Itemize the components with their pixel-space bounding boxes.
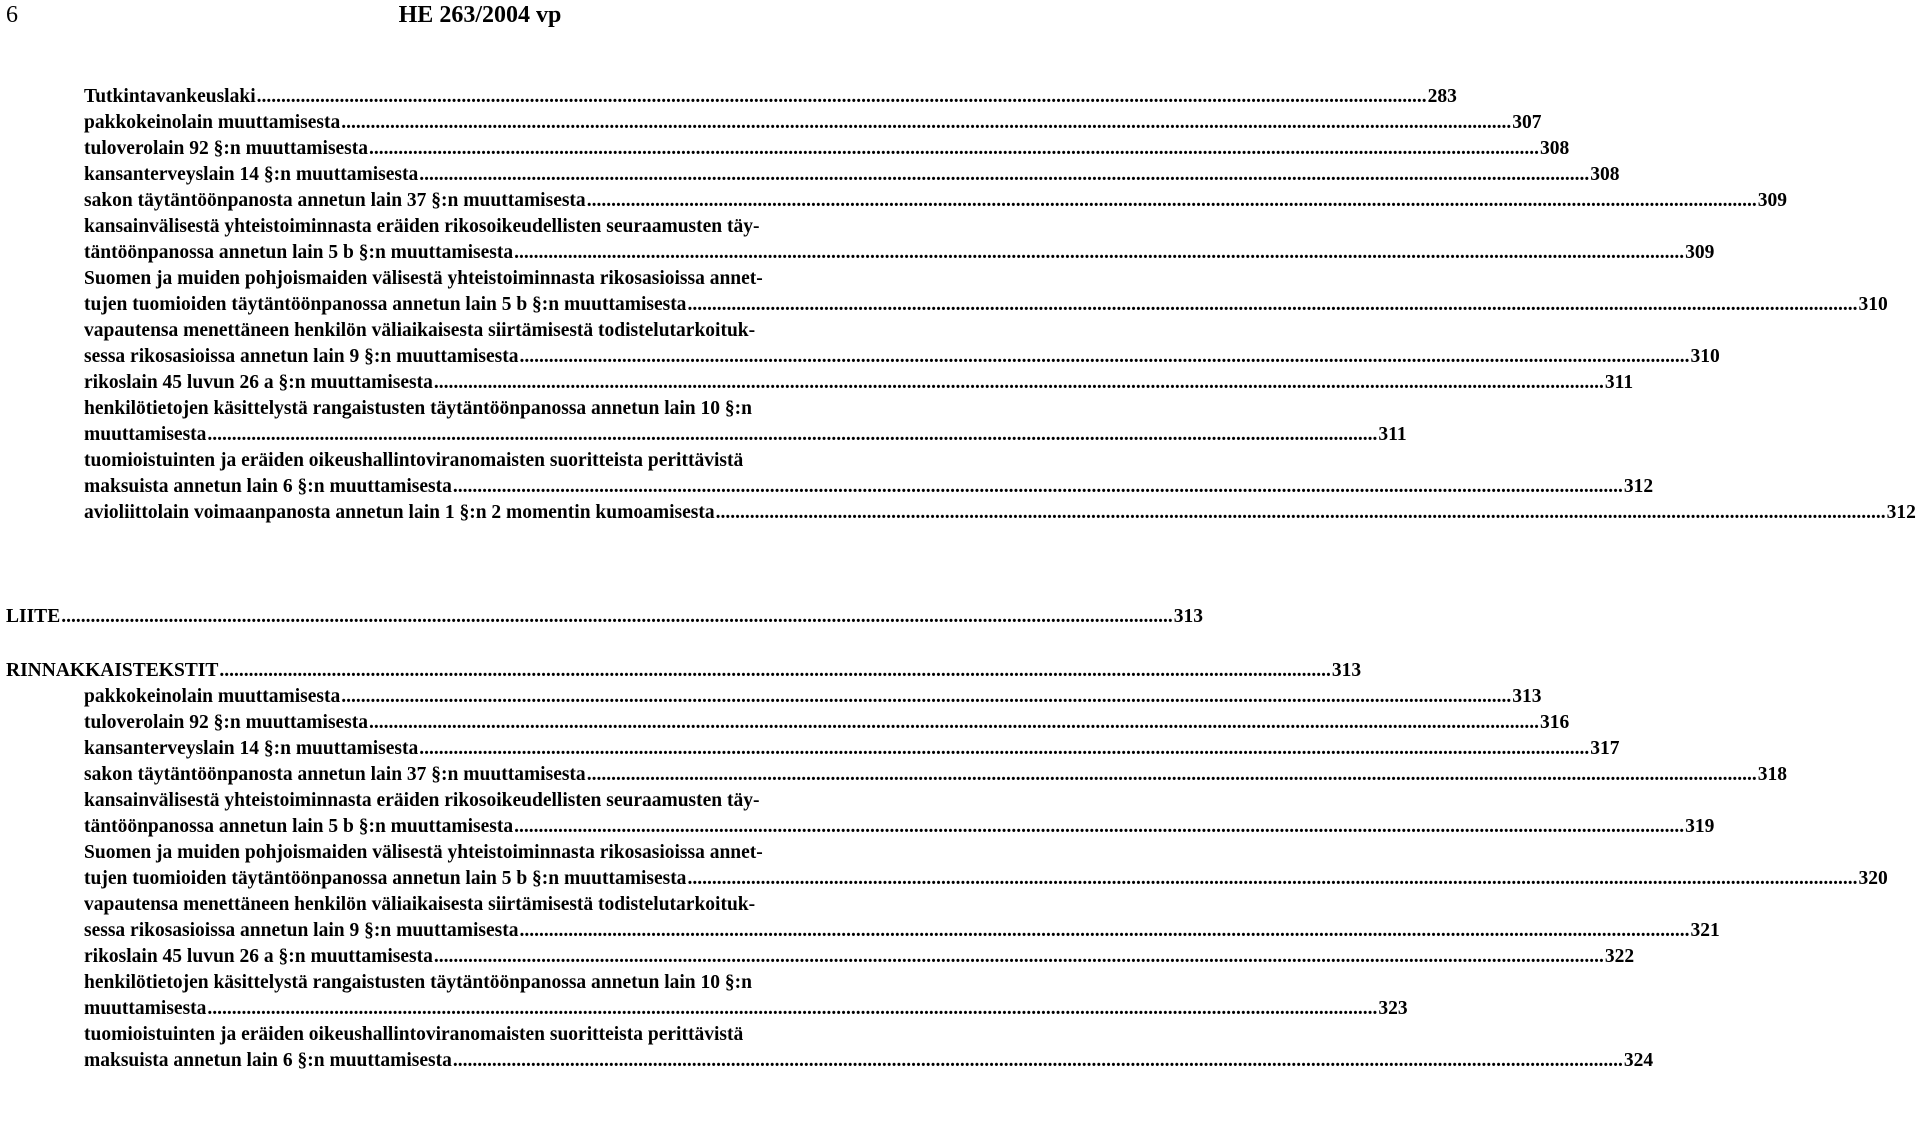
- toc-entry-page: 323: [1378, 998, 1408, 1019]
- dot-leader: ................................................................................................................................................................................................................................................: [207, 998, 1378, 1019]
- toc-entry-page: 309: [1685, 242, 1715, 263]
- dot-leader: ................................................................................................................................................................................................................................................: [715, 502, 1886, 523]
- toc-entry[interactable]: [0, 944, 1635, 970]
- toc-entry-title: avioliittolain voimaanpanosta annetun lain 1 §:n 2 momentin kumoamisesta: [84, 502, 715, 523]
- toc-entry[interactable]: [0, 500, 1916, 526]
- toc-entry-page: 310: [1858, 294, 1888, 315]
- toc-entry[interactable]: [0, 736, 1620, 762]
- toc-entry-title: maksuista annetun lain 6 §:n muuttamisesta: [84, 1050, 452, 1071]
- toc-entry-page: 319: [1685, 816, 1715, 837]
- toc-entry-page: 313: [1331, 660, 1362, 681]
- toc-entry-title: tuloverolain 92 §:n muuttamisesta: [84, 712, 369, 733]
- toc-entry-title-line: Suomen ja muiden pohjoismaiden välisestä yhteistoiminnasta rikosasioissa annet-: [84, 268, 763, 289]
- dot-leader: ................................................................................................................................................................................................................................................: [519, 920, 1690, 941]
- dot-leader: ................................................................................................................................................................................................................................................: [207, 424, 1378, 445]
- dot-leader: ................................................................................................................................................................................................................................................: [369, 138, 1540, 159]
- dot-leader: ................................................................................................................................................................................................................................................: [341, 686, 1512, 707]
- toc-entry-title-line: kansainvälisestä yhteistoiminnasta eräiden rikosoikeudellisten seuraamusten täy-: [84, 790, 760, 811]
- toc-entry[interactable]: [0, 266, 1888, 318]
- toc-entry-title: Tutkintavankeuslaki: [84, 86, 256, 107]
- toc-entry-title: sakon täytäntöönpanosta annetun lain 37 §:n muuttamisesta: [84, 190, 586, 211]
- toc-entry-page: 308: [1540, 138, 1570, 159]
- toc-entry-title-line: kansainvälisestä yhteistoiminnasta eräiden rikosoikeudellisten seuraamusten täy-: [84, 216, 760, 237]
- toc-entry-page: 317: [1590, 738, 1620, 759]
- dot-leader: ................................................................................................................................................................................................................................................: [419, 738, 1590, 759]
- toc-entry-page: 310: [1690, 346, 1720, 367]
- toc-entry-page: 283: [1427, 86, 1457, 107]
- toc-entry-page: 311: [1604, 372, 1634, 393]
- toc-entry[interactable]: [0, 188, 1787, 214]
- toc-entry-title: maksuista annetun lain 6 §:n muuttamisesta: [84, 476, 452, 497]
- toc-entry-title: RINNAKKAISTEKSTIT: [6, 660, 219, 681]
- toc-entry-page: 312: [1886, 502, 1916, 523]
- toc-entry-title: tujen tuomioiden täytäntöönpanossa annetun lain 5 b §:n muuttamisesta: [84, 868, 687, 889]
- toc-entry-page: 322: [1604, 946, 1635, 967]
- dot-leader: ................................................................................................................................................................................................................................................: [341, 112, 1512, 133]
- toc-entry[interactable]: [0, 396, 1407, 448]
- toc-entry-title: rikoslain 45 luvun 26 a §:n muuttamisesta: [84, 372, 433, 393]
- toc-entry-page: 320: [1858, 868, 1888, 889]
- toc-entry-page: 318: [1757, 764, 1787, 785]
- toc-entry-page: 313: [1173, 606, 1203, 627]
- toc-entry[interactable]: [0, 214, 1715, 266]
- toc-entry-title-line: Suomen ja muiden pohjoismaiden välisestä yhteistoiminnasta rikosasioissa annet-: [84, 842, 763, 863]
- toc-entry-title-line: henkilötietojen käsittelystä rangaistusten täytäntöönpanossa annetun lain 10 §:n: [84, 398, 752, 419]
- toc-entry[interactable]: [0, 788, 1715, 840]
- toc-entry[interactable]: [0, 448, 1654, 500]
- toc-section-rinnakkaistekstit: [0, 658, 1888, 1074]
- toc-section-laws: [0, 84, 1916, 526]
- toc-entry[interactable]: [0, 318, 1720, 370]
- dot-leader: ................................................................................................................................................................................................................................................: [452, 1050, 1623, 1071]
- toc-entry-title: tujen tuomioiden täytäntöönpanossa annetun lain 5 b §:n muuttamisesta: [84, 294, 687, 315]
- toc-entry[interactable]: [0, 162, 1620, 188]
- toc-entry-page: 308: [1590, 164, 1620, 185]
- dot-leader: ................................................................................................................................................................................................................................................: [433, 946, 1604, 967]
- dot-leader: ................................................................................................................................................................................................................................................: [514, 242, 1685, 263]
- toc-entry-title: täntöönpanossa annetun lain 5 b §:n muuttamisesta: [84, 816, 514, 837]
- toc-entry[interactable]: [0, 840, 1888, 892]
- toc-entry-title: sessa rikosasioissa annetun lain 9 §:n muuttamisesta: [84, 346, 519, 367]
- toc-entry-title: muuttamisesta: [84, 998, 207, 1019]
- toc-entry[interactable]: [0, 84, 1457, 110]
- toc-entry-page: 321: [1690, 920, 1720, 941]
- toc-entry-title-line: henkilötietojen käsittelystä rangaistusten täytäntöönpanossa annetun lain 10 §:n: [84, 972, 752, 993]
- toc-entry[interactable]: [0, 370, 1634, 396]
- dot-leader: ................................................................................................................................................................................................................................................: [687, 868, 1858, 889]
- toc-entry[interactable]: [0, 892, 1720, 944]
- toc-entry-title: kansanterveyslain 14 §:n muuttamisesta: [84, 164, 419, 185]
- dot-leader: ................................................................................................................................................................................................................................................: [687, 294, 1858, 315]
- document-title: HE 263/2004 vp: [398, 2, 562, 28]
- toc-entry-page: 316: [1540, 712, 1570, 733]
- toc-entry-title-line: vapautensa menettäneen henkilön väliaikaisesta siirtämisestä todistelutarkoituk-: [84, 320, 756, 341]
- dot-leader: ....................................................................................................................................................................................................................................: [219, 660, 1331, 681]
- toc-entry-title: pakkokeinolain muuttamisesta: [84, 112, 341, 133]
- toc-entry-page: 309: [1757, 190, 1787, 211]
- toc-entry-page: 311: [1378, 424, 1407, 445]
- toc-entry-title: sessa rikosasioissa annetun lain 9 §:n muuttamisesta: [84, 920, 519, 941]
- toc-entry[interactable]: [0, 136, 1570, 162]
- toc-entry-liite[interactable]: [0, 604, 1203, 630]
- toc-entry-page: 312: [1623, 476, 1654, 497]
- toc-entry-title: tuloverolain 92 §:n muuttamisesta: [84, 138, 369, 159]
- toc-entry[interactable]: [0, 710, 1570, 736]
- toc-entry-page: 307: [1512, 112, 1542, 133]
- toc-entry-title-line: tuomioistuinten ja eräiden oikeushallintoviranomaisten suoritteista perittävistä: [84, 450, 744, 471]
- toc-entry-page: 324: [1623, 1050, 1654, 1071]
- dot-leader: ................................................................................................................................................................................................................................................: [586, 764, 1757, 785]
- toc-entry[interactable]: [0, 110, 1542, 136]
- toc-entry-title: LIITE: [6, 606, 61, 627]
- dot-leader: ....................................................................................................................................................................................................................................: [61, 606, 1173, 627]
- toc-entry-page: 313: [1512, 686, 1542, 707]
- dot-leader: ................................................................................................................................................................................................................................................: [452, 476, 1623, 497]
- toc-entry[interactable]: [0, 1022, 1654, 1074]
- toc-entry[interactable]: [0, 762, 1787, 788]
- toc-entry-title: pakkokeinolain muuttamisesta: [84, 686, 341, 707]
- dot-leader: ................................................................................................................................................................................................................................................: [586, 190, 1757, 211]
- dot-leader: ................................................................................................................................................................................................................................................: [519, 346, 1690, 367]
- dot-leader: ................................................................................................................................................................................................................................................: [433, 372, 1604, 393]
- toc-entry-rinnakkaistekstit[interactable]: [0, 658, 1362, 684]
- toc-entry[interactable]: [0, 684, 1542, 710]
- toc-entry-title: sakon täytäntöönpanosta annetun lain 37 §:n muuttamisesta: [84, 764, 586, 785]
- dot-leader: ................................................................................................................................................................................................................................................: [419, 164, 1590, 185]
- toc-entry-title: kansanterveyslain 14 §:n muuttamisesta: [84, 738, 419, 759]
- toc-entry-title-line: vapautensa menettäneen henkilön väliaikaisesta siirtämisestä todistelutarkoituk-: [84, 894, 756, 915]
- toc-entry-title: muuttamisesta: [84, 424, 207, 445]
- page-number: 6: [6, 2, 18, 28]
- dot-leader: ................................................................................................................................................................................................................................................: [369, 712, 1540, 733]
- toc-entry[interactable]: [0, 970, 1408, 1022]
- toc-entry-title-line: tuomioistuinten ja eräiden oikeushallintoviranomaisten suoritteista perittävistä: [84, 1024, 744, 1045]
- toc-section-liite: [0, 604, 1203, 630]
- dot-leader: ................................................................................................................................................................................................................................................: [256, 86, 1427, 107]
- dot-leader: ................................................................................................................................................................................................................................................: [514, 816, 1685, 837]
- toc-entry-title: rikoslain 45 luvun 26 a §:n muuttamisesta: [84, 946, 433, 967]
- toc-entry-title: täntöönpanossa annetun lain 5 b §:n muuttamisesta: [84, 242, 514, 263]
